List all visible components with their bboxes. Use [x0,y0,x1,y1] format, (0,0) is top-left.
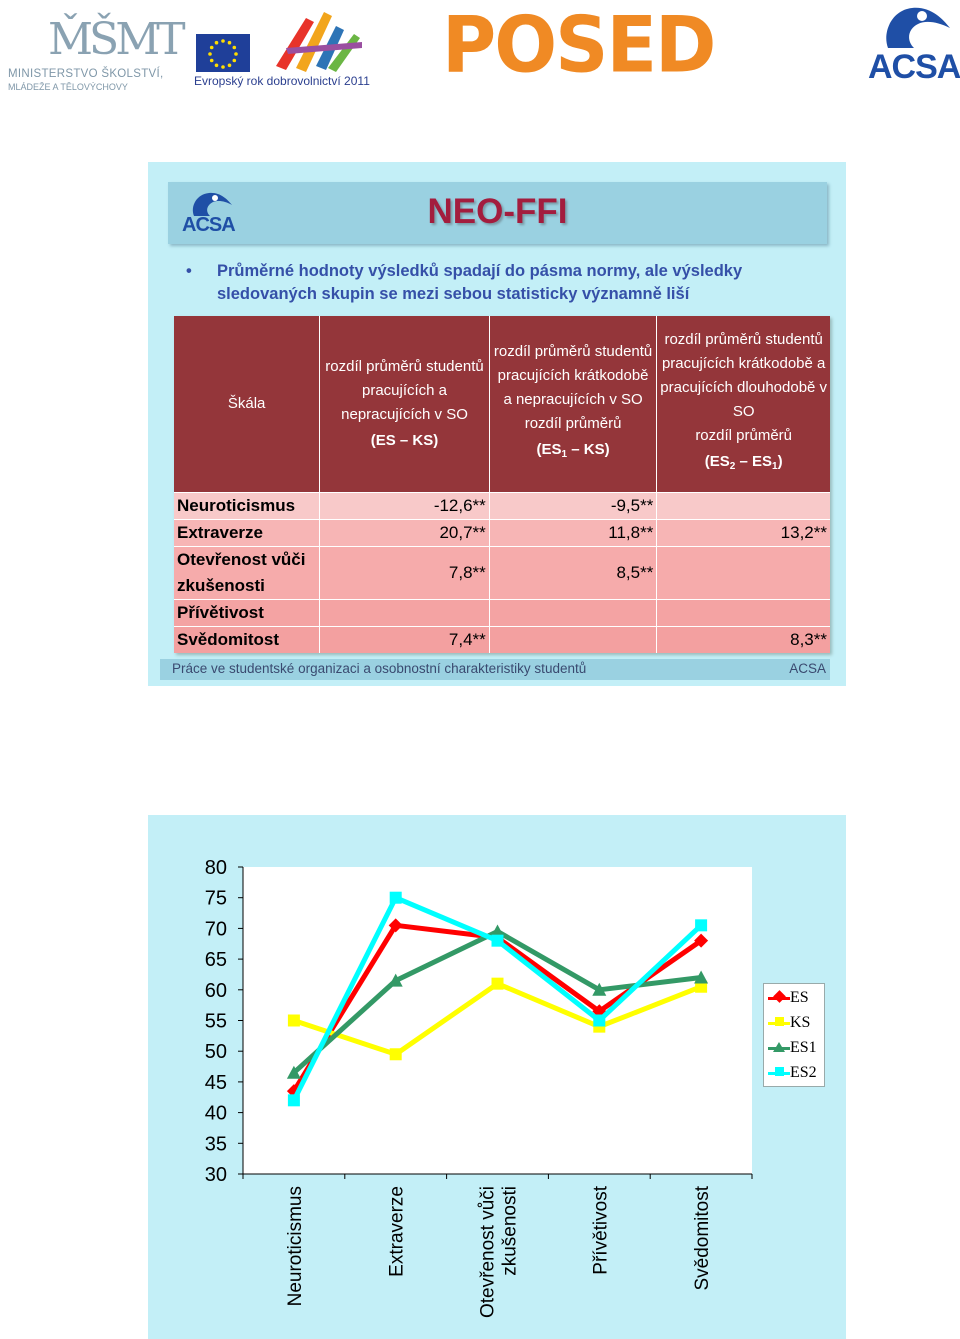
slide-title: NEO-FFI [427,192,568,231]
msmt-mark-icon: M̌ŠMT [48,14,182,65]
acsa-swirl-icon [878,2,956,52]
header-es2-es1 [657,316,830,492]
x-tick-label: Extraverze [386,1186,408,1277]
legend-marker-ES2 [775,1067,784,1076]
table-row [174,599,830,626]
point-ES2 [695,919,707,931]
volunteer-figure-icon [266,8,370,72]
point-KS [288,1015,300,1027]
bullet-dot: • [186,262,192,280]
point-ES2 [288,1094,300,1106]
y-tick-label: 40 [204,1102,227,1125]
acsa-wordmark: ACSA [868,48,960,86]
header-es-ks-code: (ES – KS) [370,431,439,449]
legend-item-ES2 [768,1063,824,1083]
table-row [174,626,830,653]
footer-text: Práce ve studentské organizaci a osobnostní charakteristiky studentů [172,661,587,676]
cell-es-ks: 20,7** [320,519,490,546]
slide-title-bar [168,182,827,244]
x-tick-label: Svědomitost [692,1186,714,1291]
cell-es-ks: -12,6** [320,492,490,519]
line-chart [148,815,846,1339]
x-tick-label: Otevřenost vůčizkušenosti [477,1186,521,1318]
legend-item-ES1 [768,1038,824,1058]
y-tick-label: 65 [204,949,227,972]
legend-label-ES1: ES1 [790,1039,817,1056]
cell-es1-ks: 8,5** [489,546,657,599]
header-scale: Škála [174,316,320,492]
cell-es1-ks: 11,8** [489,519,657,546]
cell-es2-es1: 13,2** [657,519,830,546]
y-tick-label: 30 [204,1164,227,1186]
header-es-ks-text: rozdíl průměrů studentů pracujících a nepracujících v SO [325,357,484,423]
legend-item-KS [768,1013,824,1033]
row-name: Otevřenost vůči zkušenosti [174,546,320,599]
bullet-text: Průměrné hodnoty výsledků spadají do pásma normy, ale výsledky sledovaných skupin se mezi sebou statisticky významně liší [217,262,743,303]
chart-legend [763,983,825,1087]
point-KS [492,978,504,990]
table-row [174,492,830,519]
header-es1-ks [489,316,657,492]
table-row [174,546,830,599]
msmt-text-line1: MINISTERSTVO ŠKOLSTVÍ, [8,68,164,80]
footer-brand: ACSA [789,661,826,676]
header-es1-ks-sub: rozdíl průměrů [524,415,622,433]
acsa-logo-top [866,0,958,84]
point-ES2 [593,1015,605,1027]
plot-area [243,867,752,1174]
y-tick-label: 55 [204,1010,227,1033]
legend-marker-KS [775,1017,784,1026]
acsa-small-wordmark: ACSA [182,214,235,236]
legend-marker-ES1 [773,1042,785,1052]
cell-es1-ks [489,626,657,653]
y-tick-label: 70 [204,918,227,941]
eu-year-text: Evropský rok dobrovolnictví 2011 [194,74,370,88]
cell-es-ks: 7,8** [320,546,490,599]
header-es2-es1-code: $(ES_2 - ES_1)$ [704,453,783,473]
y-tick-label: 80 [204,857,227,879]
y-tick-label: 60 [204,979,227,1002]
point-KS [390,1048,402,1060]
legend-marker-ES [773,990,786,1003]
header-es2-es1-text: rozdíl průměrů studentů pracujících krátkodobě a pracujících dlouhodobě v SO [660,331,828,421]
eu-flag-icon [196,34,250,72]
cell-es2-es1: 8,3** [657,626,830,653]
msmt-logo [6,10,182,92]
cell-es1-ks [489,599,657,626]
x-tick-label: Přívětivost [590,1186,612,1275]
cell-es2-es1 [657,546,830,599]
cell-es-ks: 7,4** [320,626,490,653]
slide-neo-ffi [148,162,846,686]
header-es1-ks-text: rozdíl průměrů studentů pracujících krátkodobě a nepracujících v SO [493,343,653,409]
row-name: Svědomitost [174,626,320,653]
point-ES2 [390,892,402,904]
slide-footer [160,659,830,680]
legend-label-ES: ES [790,989,809,1006]
legend-label-KS: KS [790,1014,811,1031]
msmt-text-line2: MLÁDEŽE A TĚLOVÝCHOVY [8,82,128,92]
row-name: Extraverze [174,519,320,546]
y-tick-label: 50 [204,1041,227,1064]
row-name: Neuroticismus [174,492,320,519]
point-ES2 [492,935,504,947]
cell-es1-ks: -9,5** [489,492,657,519]
eu-volunteering-logo [192,4,377,88]
legend-label-ES2: ES2 [790,1064,817,1081]
header-es2-es1-sub: rozdíl průměrů [695,427,793,445]
posed-text: POSED [442,0,715,91]
header-es1-ks-code: $(ES_1 - KS)$ [536,441,610,461]
row-name: Přívětivost [174,599,320,626]
y-tick-label: 35 [204,1133,227,1156]
cell-es2-es1 [657,492,830,519]
header-es-ks [320,316,490,492]
posed-logo [442,0,715,91]
legend-item-ES [768,988,824,1008]
slide-chart [148,815,846,1339]
cell-es2-es1 [657,599,830,626]
cell-es-ks [320,599,490,626]
results-table [174,316,830,653]
y-tick-label: 75 [204,887,227,910]
x-tick-label: Neuroticismus [284,1186,306,1307]
table-row [174,519,830,546]
y-tick-label: 45 [204,1071,227,1094]
